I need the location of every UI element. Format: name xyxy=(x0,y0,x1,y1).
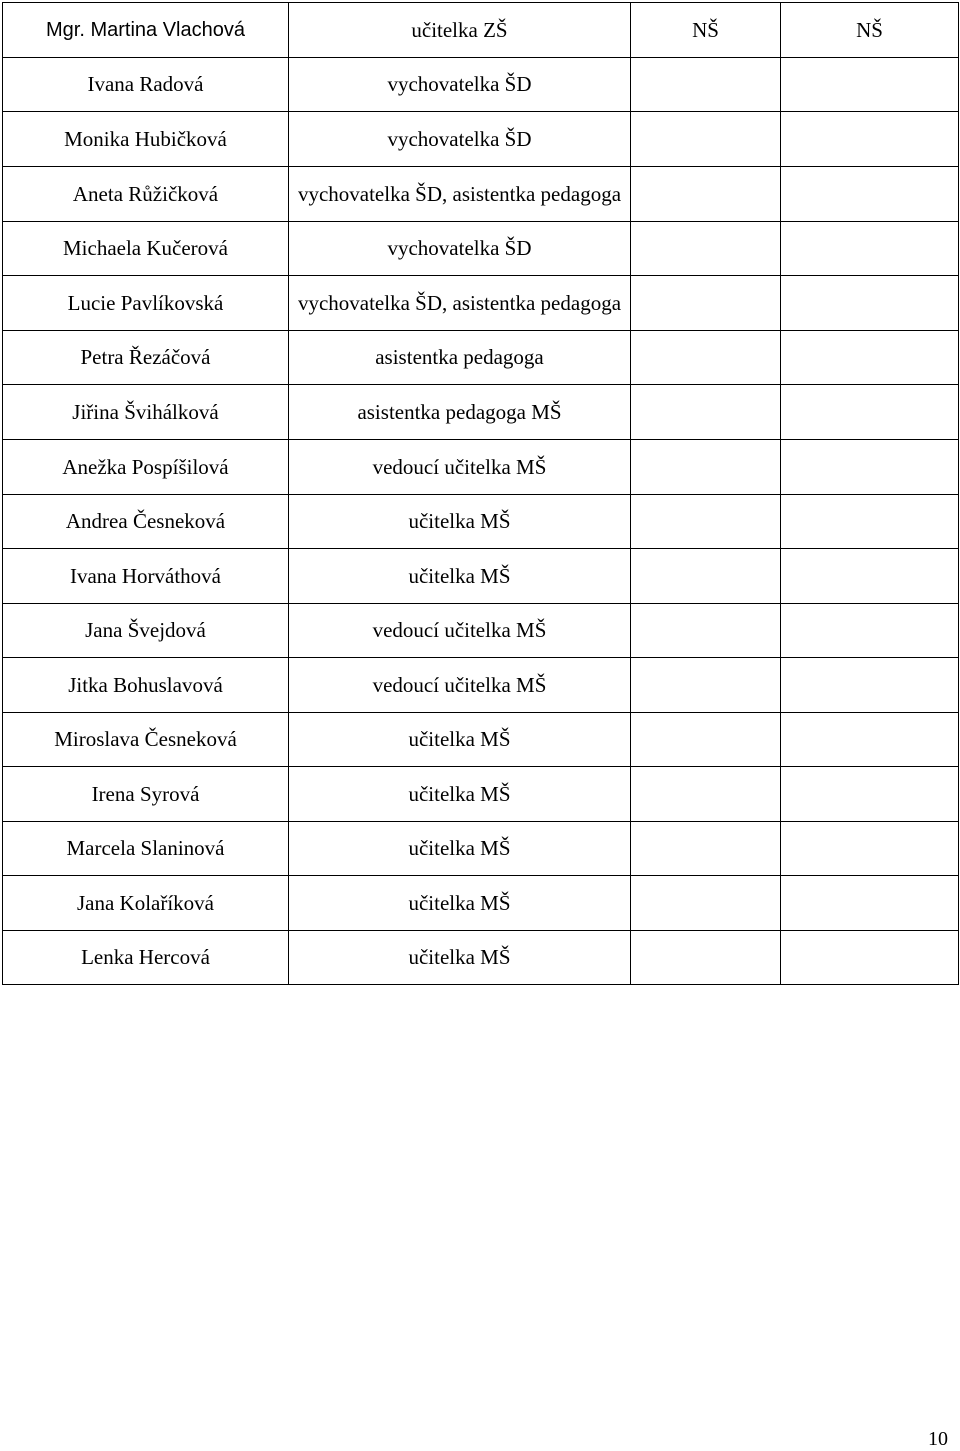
empty-cell xyxy=(781,385,959,440)
table-row xyxy=(3,604,959,658)
empty-cell xyxy=(631,440,781,495)
table-row xyxy=(3,549,959,604)
staff-name-cell: Michaela Kučerová xyxy=(3,222,289,276)
staff-role-cell: učitelka MŠ xyxy=(289,822,631,876)
table-row xyxy=(3,167,959,222)
staff-table xyxy=(2,2,959,985)
table-row xyxy=(3,276,959,331)
empty-cell xyxy=(781,167,959,222)
empty-cell xyxy=(781,931,959,985)
staff-name-cell: Mgr. Martina Vlachová xyxy=(3,3,289,58)
staff-role-cell: vychovatelka ŠD xyxy=(289,112,631,167)
qualification-cell: NŠ xyxy=(781,3,959,58)
empty-cell xyxy=(781,822,959,876)
empty-cell xyxy=(781,276,959,331)
staff-role-cell: vychovatelka ŠD xyxy=(289,222,631,276)
staff-name-cell: Miroslava Česneková xyxy=(3,713,289,767)
staff-name-cell: Lucie Pavlíkovská xyxy=(3,276,289,331)
staff-role-cell: vychovatelka ŠD, asistentka pedagoga xyxy=(289,276,631,331)
table-row xyxy=(3,222,959,276)
empty-cell xyxy=(781,222,959,276)
table-row xyxy=(3,822,959,876)
staff-name-cell: Lenka Hercová xyxy=(3,931,289,985)
staff-role-cell: učitelka MŠ xyxy=(289,549,631,604)
empty-cell xyxy=(781,604,959,658)
table-row xyxy=(3,440,959,495)
empty-cell xyxy=(631,767,781,822)
table-row xyxy=(3,3,959,58)
empty-cell xyxy=(631,167,781,222)
staff-role-cell: učitelka ZŠ xyxy=(289,3,631,58)
staff-role-cell: vedoucí učitelka MŠ xyxy=(289,604,631,658)
staff-role-cell: vychovatelka ŠD, asistentka pedagoga xyxy=(289,167,631,222)
table-row xyxy=(3,658,959,713)
table-row xyxy=(3,931,959,985)
table-row xyxy=(3,876,959,931)
empty-cell xyxy=(781,440,959,495)
empty-cell xyxy=(781,658,959,713)
empty-cell xyxy=(781,112,959,167)
empty-cell xyxy=(781,876,959,931)
empty-cell xyxy=(631,276,781,331)
empty-cell xyxy=(631,331,781,385)
empty-cell xyxy=(631,112,781,167)
staff-role-cell: učitelka MŠ xyxy=(289,876,631,931)
empty-cell xyxy=(631,385,781,440)
staff-role-cell: vedoucí učitelka MŠ xyxy=(289,440,631,495)
staff-role-cell: asistentka pedagoga xyxy=(289,331,631,385)
staff-name-cell: Marcela Slaninová xyxy=(3,822,289,876)
empty-cell xyxy=(631,222,781,276)
staff-role-cell: vedoucí učitelka MŠ xyxy=(289,658,631,713)
staff-role-cell: učitelka MŠ xyxy=(289,713,631,767)
empty-cell xyxy=(781,549,959,604)
empty-cell xyxy=(631,822,781,876)
staff-name-cell: Jana Švejdová xyxy=(3,604,289,658)
empty-cell xyxy=(631,876,781,931)
table-row xyxy=(3,385,959,440)
empty-cell xyxy=(631,58,781,112)
empty-cell xyxy=(631,931,781,985)
empty-cell xyxy=(781,331,959,385)
table-row xyxy=(3,495,959,549)
staff-name-cell: Jitka Bohuslavová xyxy=(3,658,289,713)
page-number: 10 xyxy=(928,1428,948,1450)
staff-name-cell: Irena Syrová xyxy=(3,767,289,822)
staff-name-cell: Ivana Horváthová xyxy=(3,549,289,604)
staff-role-cell: asistentka pedagoga MŠ xyxy=(289,385,631,440)
staff-role-cell: učitelka MŠ xyxy=(289,767,631,822)
table-row xyxy=(3,331,959,385)
staff-role-cell: učitelka MŠ xyxy=(289,931,631,985)
staff-role-cell: učitelka MŠ xyxy=(289,495,631,549)
staff-name-cell: Jiřina Švihálková xyxy=(3,385,289,440)
empty-cell xyxy=(781,495,959,549)
staff-role-cell: vychovatelka ŠD xyxy=(289,58,631,112)
staff-name-cell: Monika Hubičková xyxy=(3,112,289,167)
table-row xyxy=(3,112,959,167)
table-row xyxy=(3,58,959,112)
staff-name-cell: Ivana Radová xyxy=(3,58,289,112)
staff-name-cell: Jana Kolaříková xyxy=(3,876,289,931)
table-row xyxy=(3,713,959,767)
staff-name-cell: Andrea Česneková xyxy=(3,495,289,549)
staff-name-cell: Aneta Růžičková xyxy=(3,167,289,222)
empty-cell xyxy=(631,549,781,604)
staff-name-cell: Anežka Pospíšilová xyxy=(3,440,289,495)
table-row xyxy=(3,767,959,822)
empty-cell xyxy=(781,58,959,112)
empty-cell xyxy=(631,658,781,713)
empty-cell xyxy=(631,604,781,658)
empty-cell xyxy=(631,495,781,549)
empty-cell xyxy=(781,767,959,822)
qualification-cell: NŠ xyxy=(631,3,781,58)
staff-name-cell: Petra Řezáčová xyxy=(3,331,289,385)
empty-cell xyxy=(781,713,959,767)
empty-cell xyxy=(631,713,781,767)
